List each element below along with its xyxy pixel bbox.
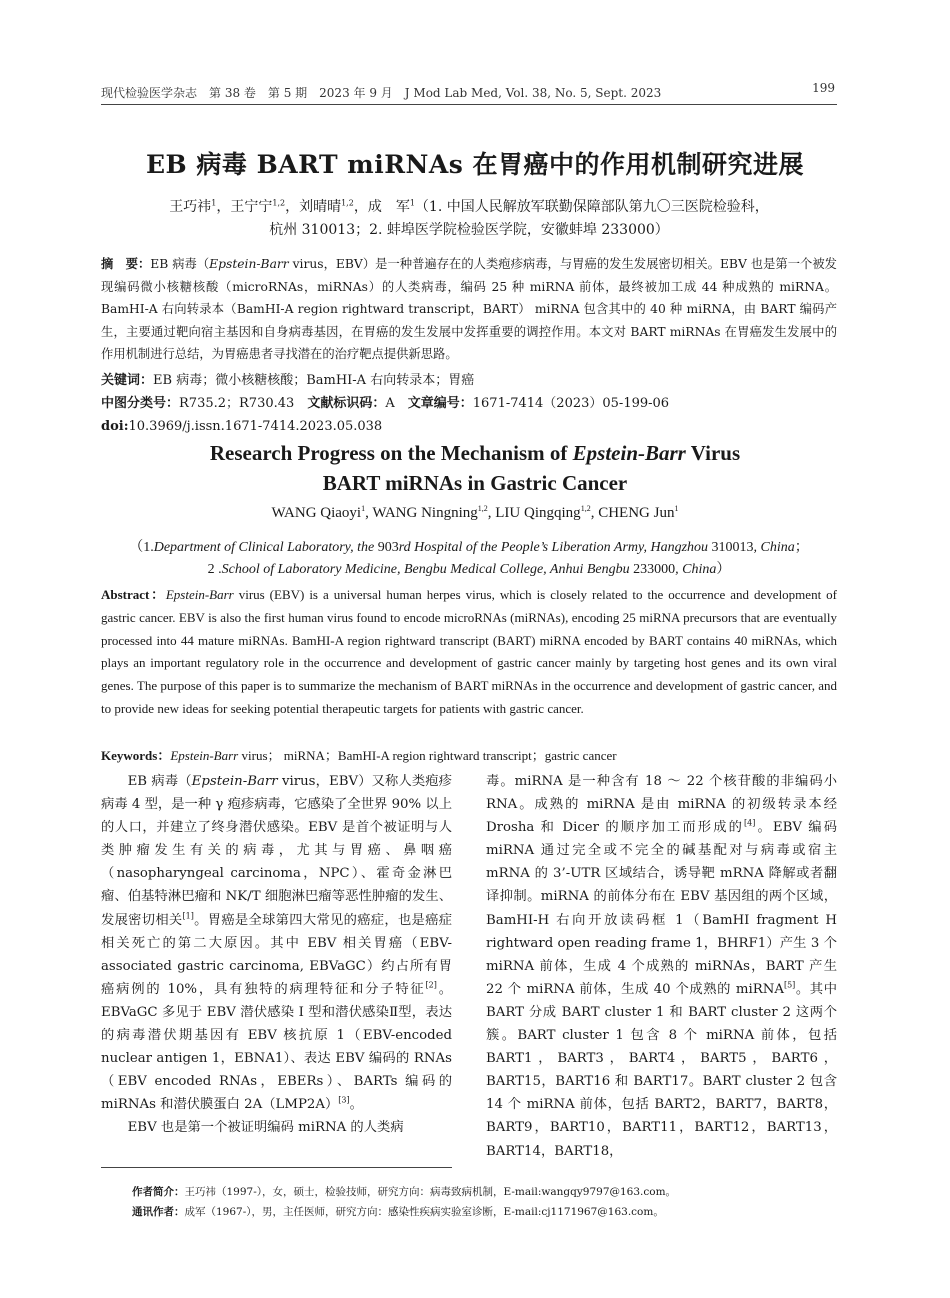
doi-value[interactable]: 10.3969/j.issn.1671-7414.2023.05.038 — [128, 419, 383, 434]
abstract-label: Abstract — [101, 587, 150, 602]
body-text: 毒。miRNA 是一种含有 18 ～ 22 个核苷酸的非编码小 RNA。成熟的 miRNA 是由 miRNA 的初级转录本经 Drosha 和 Dicer 的顺序加工而形成的 — [486, 774, 837, 836]
footnote-author-info — [132, 1184, 676, 1199]
citation-ref[interactable]: [5] — [783, 980, 796, 990]
citation-ref[interactable]: [4] — [744, 818, 756, 828]
author-affil-mark: 1,2 — [477, 504, 488, 513]
affil-zip: 233000 — [633, 562, 676, 577]
body-paragraph — [101, 1116, 452, 1139]
page-number: 199 — [812, 81, 835, 95]
chinese-title: EB 病毒 BART miRNAs 在胃癌中的作用机制研究进展 — [145, 150, 805, 179]
chinese-authors: 王巧祎$^1$，王宁宁$^{1,2}$，刘晴晴$^{1,2}$，成 军$^1$（1. 中国人民解放军联勤保障部队第九〇三医院检验科， — [169, 198, 769, 215]
body-text: 。 — [349, 1097, 363, 1113]
author-affil-mark: 1 — [211, 198, 217, 208]
author-name: 王巧祎 — [169, 199, 212, 215]
author-affil-mark: 1 — [674, 504, 679, 513]
author-name: WANG Ningning — [372, 505, 478, 521]
classification-line — [101, 393, 837, 416]
footnote-text: 成军（1967-），男，主任医师，研究方向：感染性疾病实验室诊断，E-mail:cj1171967@163.com。 — [184, 1206, 664, 1218]
header-text: 现代检验医学杂志 第 38 卷 第 5 期 2023 年 9 月 J Mod Lab Med, Vol. 38, No. 5, Sept. 2023 — [101, 86, 662, 100]
abstract-text: virus，EBV）是一种普遍存在的人类疱疹病毒，与胃癌的发生发展密切相关。EBV 也是第一个被发现编码微小核糖核酸（microRNAs，miRNAs）的人类病毒，编码 25 种 miRNA 前体，最终被加工成 44 种成熟的 miRNA。BamHI-A 右向转录本（BamHI-A region rightward transcript，BART） miRNA 包含其中的 40 种 miRNA，由 BART 编码产生，主要通过靶向宿主基因和自身病毒基因，在胃癌的发生发展中发挥重要的调控作用。本文对 BART miRNAs 在胃癌发生发展中的作用机制进行总结，为胃癌患者寻找潜在的治疗靶点提供新思路。 — [101, 257, 837, 361]
doi-label: doi: — [101, 419, 129, 434]
article-number-value: 1671-7414（2023）05-199-06 — [472, 396, 670, 411]
english-title-part: Research Progress on the Mechanism of — [209, 441, 573, 465]
abstract-italic: Epstein-Barr — [209, 257, 289, 271]
author-name: CHENG Jun — [598, 505, 675, 521]
affil-number: 903 — [377, 540, 399, 555]
affil-text: , China — [753, 540, 795, 555]
keywords-label: Keywords — [101, 748, 158, 763]
clc-label: 中图分类号： — [101, 396, 180, 411]
clc-value: R735.2；R730.43 — [179, 396, 295, 411]
author-name: 刘晴晴 — [299, 199, 342, 215]
body-paragraph — [101, 770, 452, 1116]
running-header — [101, 81, 837, 101]
author-affil-mark: 1,2 — [341, 198, 354, 208]
chinese-abstract — [101, 253, 837, 366]
affil-bracket: ） — [716, 562, 731, 577]
english-title-part: Virus — [685, 441, 741, 465]
author-affil-mark: 1,2 — [272, 198, 286, 208]
body-text: 。EBVaGC 多见于 EBV 潜伏感染 I 型和潜伏感染Ⅱ型，表达的病毒潜伏期基因有 EBV 核抗原 1（EBV-encoded nuclear antigen 1，EBNA1）、表达 EBV 编码的 RNAs（EBV encoded RNAs，EBERs）、BARTs 编码的 miRNAs 和潜伏膜蛋白 2A（LMP2A） — [101, 981, 453, 1113]
english-title-line2: BART miRNAs in Gastric Cancer — [322, 471, 628, 495]
english-abstract — [101, 584, 837, 721]
body-column-left — [101, 770, 452, 1140]
footnote-rule — [101, 1167, 452, 1168]
article-number-label: 文章编号： — [407, 396, 473, 411]
author-name: 王宁宁 — [230, 199, 273, 215]
body-column-right — [486, 770, 837, 1163]
keywords-text: virus； miRNA；BamHI-A region rightward transcript；gastric cancer — [238, 748, 617, 763]
body-italic: Epstein-Barr — [191, 774, 278, 789]
footnote-label: 作者简介： — [132, 1186, 185, 1198]
keywords-label: 关键词： — [101, 373, 154, 388]
affil-index: 2 . — [207, 562, 222, 577]
author-name: 成 军 — [367, 199, 410, 215]
affil-zip: 310013 — [711, 540, 754, 555]
footnote-text: 王巧祎（1997-），女，硕士，检验技师，研究方向：病毒致病机制，E-mail:wangqy9797@163.com。 — [184, 1186, 677, 1198]
doi-line — [101, 416, 837, 439]
english-keywords — [101, 745, 837, 768]
author-name: WANG Qiaoyi — [271, 505, 362, 521]
body-text: 。EBV 编码 miRNA 通过完全或不完全的碱基配对与病毒或宿主 mRNA 的 3’-UTR 区域结合，诱导靶 mRNA 降解或者翻译抑制。miRNA 的前体分布在 EBV 基因组的两个区域，BamHI-H 右向开放读码框 1（BamHI fragment H rightward open reading frame 1，BHRF1）产生 3 个 miRNA 前体，生成 4 个成熟的 miRNAs，BART 产生 22 个 miRNA 前体，生成 40 个成熟的 miRNA — [486, 820, 837, 997]
citation-ref[interactable]: [1] — [182, 911, 194, 921]
affil-text: , China — [675, 562, 717, 577]
body-paragraph — [486, 770, 837, 1163]
english-title — [0, 438, 950, 498]
author-name: LIU Qingqing — [495, 505, 581, 521]
doc-code-label: 文献标识码： — [307, 396, 386, 411]
author-affil-mark: 1 — [409, 198, 415, 208]
chinese-keywords — [101, 370, 837, 393]
body-text: EBV 也是第一个被证明编码 miRNA 的人类病 — [127, 1120, 404, 1136]
english-title-italic: Epstein-Barr — [572, 441, 686, 465]
author-affil-mark: 1 — [361, 504, 366, 513]
body-text: EB 病毒（ — [127, 774, 192, 789]
english-affiliations — [101, 537, 837, 581]
english-authors: WANG Qiaoyi$^1$, WANG Ningning$^{1,2}$, LIU Qingqing$^{1,2}$, CHENG Jun$^1$ — [271, 504, 679, 521]
affil-text: rd Hospital of the People’s Liberation Army, Hangzhou — [398, 540, 712, 555]
keywords-colon: ： — [157, 748, 171, 763]
header-rule — [101, 104, 837, 105]
keywords-italic: Epstein-Barr — [170, 748, 239, 763]
abstract-text: EB 病毒（ — [150, 257, 210, 271]
abstract-label: 摘 要： — [101, 256, 151, 271]
abstract-colon: ： — [149, 587, 166, 602]
affil-bracket: （1. — [129, 540, 154, 555]
body-text: 。胃癌是全球第四大常见的癌症，也是癌症相关死亡的第二大原因。其中 EBV 相关胃癌（EBV-associated gastric carcinoma, EBVaGC）约占所有胃癌病例的 10%，具有独特的病理特征和分子特征 — [101, 912, 453, 997]
citation-ref[interactable]: [3] — [338, 1095, 350, 1105]
body-text: virus，EBV）又称人类疱疹病毒 4 型，是一种 γ 疱疹病毒，它感染了全世界 90% 以上的人口，并建立了终身潜伏感染。EBV 是首个被证明与人类肿瘤发生有关的病毒，尤其与胃癌、鼻咽癌（nasopharyngeal carcinoma，NPC）、霍奇金淋巴瘤、伯基特淋巴瘤和 NK/T 细胞淋巴瘤等恶性肿瘤的发生、发展密切相关 — [101, 774, 452, 928]
affil-text: School of Laboratory Medicine, Bengbu Medical College, Anhui Bengbu — [221, 562, 634, 577]
footnote-corresponding-author — [132, 1204, 664, 1219]
abstract-italic: Epstein-Barr — [165, 587, 234, 602]
affil-separator: ； — [794, 540, 809, 555]
keywords-text: EB 病毒；微小核糖核酸；BamHI-A 右向转录本；胃癌 — [153, 373, 475, 388]
body-text: 。其中 BART 分成 BART cluster 1 和 BART cluster 2 这两个簇。BART cluster 1 包含 8 个 miRNA 前体，包括 BART1，BART3，BART4，BART5，BART6，BART15，BART16 和 BART17。BART cluster 2 包含 14 个 miRNA 前体，包括 BART2，BART7，BART8，BART9，BART10，BART11，BART12，BART13，BART14，BART18， — [486, 981, 837, 1159]
abstract-text: virus (EBV) is a universal human herpes virus, which is closely related to the occurrence and development of gastric cancer. EBV is also the first human virus found to encode microRNAs (miRNAs), encoding 25 miRNA precursors that are eventually processed into 44 mature miRNAs. BamHI-A region rightward transcript (BART) miRNA encoded by BART contains 40 miRNAs, which plays an important regulatory role in the occurrence and development of gastric cancer mainly by targeting host genes and its own viral genes. The purpose of this paper is to summarize the mechanism of BART miRNAs in the occurrence and development of gastric cancer, and to provide new ideas for seeking potential therapeutic targets for patients with gastric cancer. — [101, 587, 837, 716]
doc-code-value: A — [385, 396, 395, 411]
affil-text: Department of Clinical Laboratory, the — [153, 540, 378, 555]
citation-ref[interactable]: [2] — [425, 980, 437, 990]
chinese-affiliation: （1. 中国人民解放军联勤保障部队第九〇三医院检验科， — [414, 199, 769, 215]
author-affil-mark: 1,2 — [580, 504, 591, 513]
footnote-label: 通讯作者： — [132, 1206, 185, 1218]
chinese-affiliation-line2: 杭州 310013；2. 蚌埠医学院检验医学院，安徽蚌埠 233000） — [269, 222, 669, 238]
